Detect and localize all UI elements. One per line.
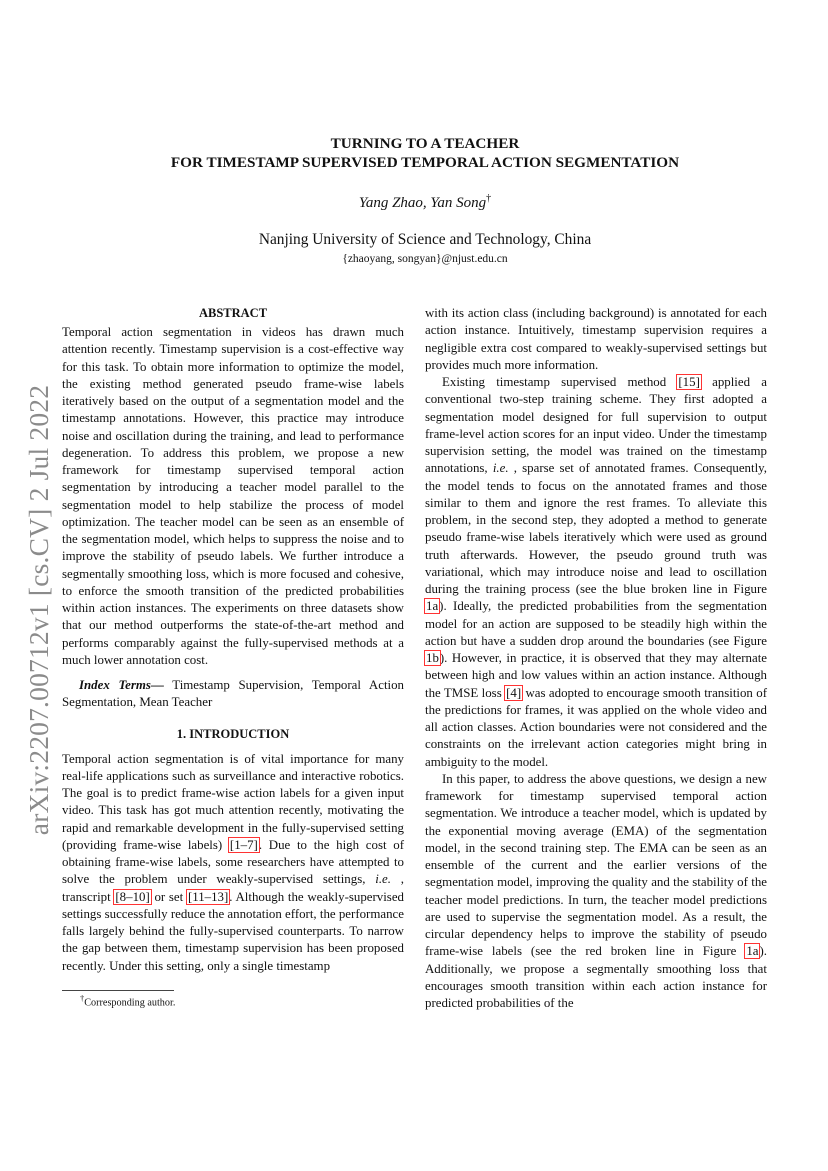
citation-link[interactable]: [15]	[678, 375, 700, 389]
author-email: {zhaoyang, songyan}@njust.edu.cn	[342, 253, 508, 265]
title-line-2: FOR TIMESTAMP SUPERVISED TEMPORAL ACTION SEGMENTATION	[170, 154, 680, 171]
footnote-rule	[62, 990, 174, 991]
arxiv-side-label	[19, 380, 59, 840]
citation-link[interactable]: [4]	[506, 685, 522, 700]
footnote-mark: †	[80, 993, 85, 1003]
right-column	[425, 305, 767, 1012]
figure-link[interactable]: 1a	[746, 944, 759, 959]
intro-paragraph-3: In this paper, to address the above questions, we design a new framework for timestamp supervised temporal action segmentation. We introduce a teacher model, which is updated by the exponential moving average (EMA) of the segmentation model, in the second training step. The EMA can be seen as an ensemble of the current and the earlier versions of the segmentation model, improving the quality and the stability of the teacher model predictions. In turn, the teacher model predictions are used to supervise the segmentation model. As a result, the circular dependency helps to improve the stability of pseudo frame-wise labels (see the red broken line in Figure 1a). Additionally, we propose a segmentally smoothing loss that encourages smooth transition within each action instance for predicted probabilities of the	[425, 771, 767, 1010]
paper-title	[90, 134, 760, 172]
affiliation: Nanjing University of Science and Technology, China	[258, 231, 592, 248]
abstract-text: Temporal action segmentation in videos has drawn much attention recently. Timestamp supervision is a cost-effective way for this task. To obtain more information to optimize the model, the existing method generated pseudo frame-wise labels iteratively based on the output of a segmentation model and the timestamp annotations. However, this practice may introduce noise and oscillation during the training, and lead to performance degeneration. To address this problem, we propose a new framework for timestamp supervised temporal action segmentation by introducing a teacher model parallel to the segmentation model to help stabilize the process of model optimization. The teacher model can be seen as an ensemble of the segmentation model, which helps to suppress the noise and to improve the stability of pseudo labels. We further introduce a segmentally smoothing loss, which is more focused and cohesive, to enforce the smooth transition of the predicted probabilities within action instances. The experiments on three datasets show that our method outperforms the state-of-the-art method and performs comparably against the fully-supervised methods at a much lower annotation cost.	[62, 325, 404, 667]
citation-link[interactable]: [1–7]	[229, 837, 258, 852]
footnote-text: Corresponding author.	[84, 997, 176, 1009]
author-list	[90, 193, 760, 212]
citation-link[interactable]: [8–10]	[115, 889, 150, 904]
index-terms-text: Timestamp Supervision, Temporal Action Segmentation, Mean Teacher	[62, 678, 405, 710]
abstract-heading: ABSTRACT	[198, 306, 268, 320]
index-terms	[62, 677, 404, 712]
title-line-1: TURNING TO A TEACHER	[330, 135, 520, 152]
author-names: Yang Zhao, Yan Song	[358, 195, 487, 211]
figure-link[interactable]: 1a	[426, 599, 439, 614]
intro-paragraph-2: Existing timestamp supervised method [15] applied a conventional two-step training scheme. They first adopted a segmentation model designed for full supervision to output frame-level action scores for an input video. Under the timestamp supervision setting, the model was trained on the timestamp annotations, i.e. , sparse set of annotated frames. Consequently, the model tends to focus on the annotated frames and those similar to them and ignore the rest frames. To alleviate this problem, in the second step, they adopted a method to generate pseudo frame-wise labels iteratively which were used as ground truth afterwards. However, the pseudo ground truth was variational, which may introduce noise and lead to oscillation during the training process (see the blue broken line in Figure 1a). Ideally, the predicted probabilities from the segmentation model for an action are supposed to be steadily high within the action but have a sudden drop around the boundaries (see Figure 1b). However, in practice, it is observed that they may alternate between high and low values within an action instance. Although the TMSE loss [4] was adopted to encourage smooth transition of the predictions for frames, it was applied on the whole video and all action classes. Action boundaries were not considered and the constraints on the irrelevant action categories might bring in ambiguity to the model.	[425, 375, 767, 769]
author-footnote-mark: †	[486, 193, 492, 204]
index-terms-label: Index Terms—	[79, 678, 164, 692]
left-column	[62, 305, 404, 975]
intro-paragraph-1: Temporal action segmentation is of vital importance for many real-life applications such as surveillance and interactive robotics. The goal is to predict frame-wise action labels for a given input video. This task has got much attention recently, motivating the rapid and remarkable development in the fully-supervised setting (providing frame-wise labels) [1–7]. Due to the high cost of obtaining frame-wise labels, some researchers have attempted to solve the problem under weakly-supervised settings, i.e. , transcript [8–10] or set [11–13]. Although the weakly-supervised settings successfully reduce the annotation effort, the performance falls largely behind the fully-supervised counterparts. To narrow the gap between them, timestamp supervision has been proposed recently. Under this setting, only a single timestamp	[62, 751, 404, 973]
arxiv-identifier[interactable]: arXiv:2207.00712v1 [cs.CV] 2 Jul 2022	[23, 384, 54, 836]
intro-paragraph-1-continued: with its action class (including background) is annotated for each action instance. Intuitively, timestamp supervision requires a negligible extra cost compared to weakly-supervised settings but provides much more information.	[425, 306, 767, 372]
figure-link[interactable]: 1b	[426, 651, 439, 665]
citation-link[interactable]: [11–13]	[187, 889, 229, 904]
footnote	[80, 993, 175, 1008]
section-heading-introduction: 1. INTRODUCTION	[176, 726, 290, 741]
